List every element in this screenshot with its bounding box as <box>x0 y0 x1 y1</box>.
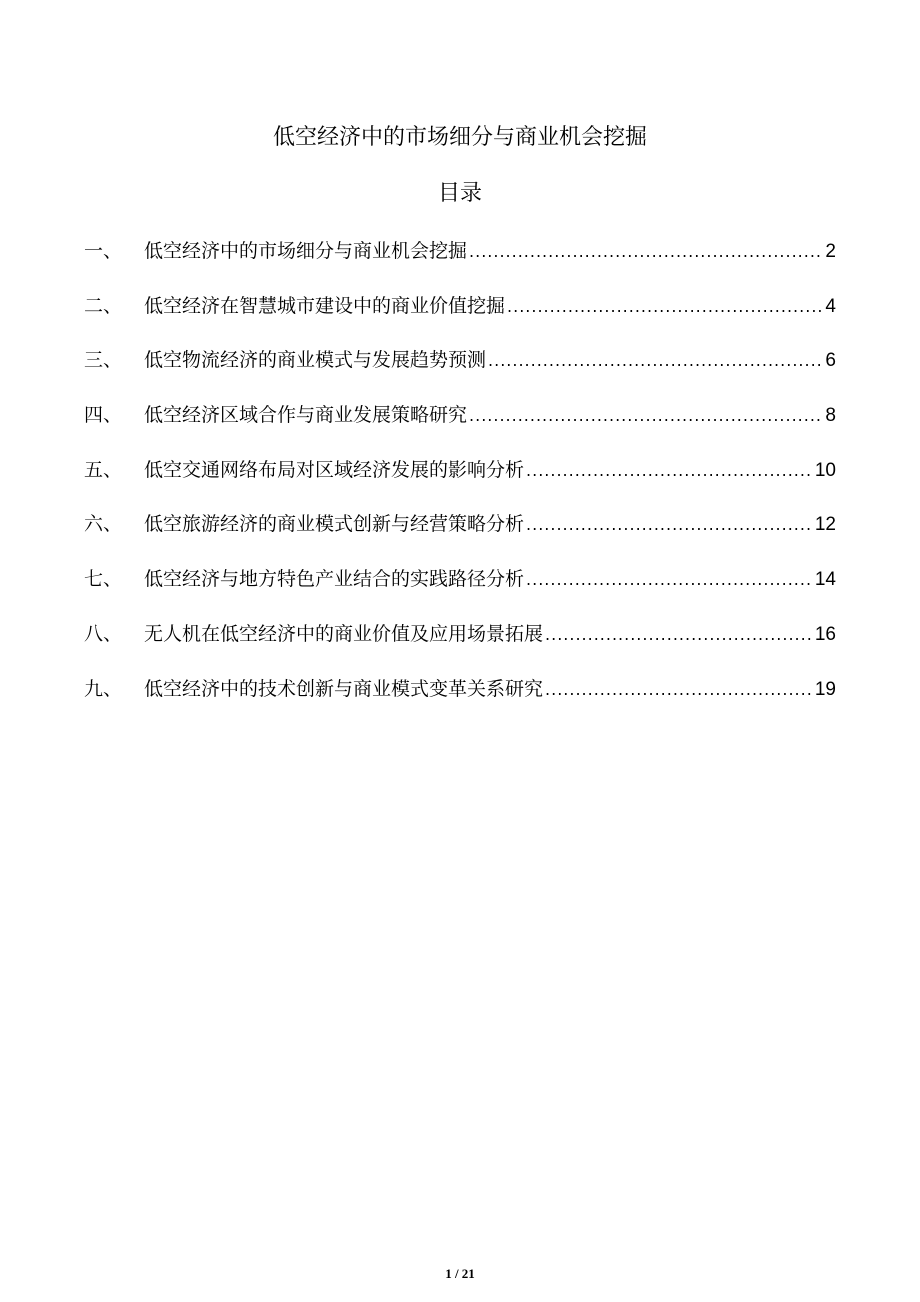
toc-entry-1[interactable] <box>84 233 836 288</box>
toc-entry-title: 无人机在低空经济中的商业价值及应用场景拓展 <box>144 622 544 645</box>
toc-entry-4[interactable] <box>84 397 836 452</box>
toc-entry-5[interactable] <box>84 452 836 507</box>
toc-entry-page: 4 <box>825 295 836 317</box>
document-title: 低空经济中的市场细分与商业机会挖掘 <box>272 125 647 150</box>
toc-entry-number: 二、 <box>84 294 123 317</box>
toc-entry-number: 三、 <box>84 349 123 372</box>
toc-entry-title: 低空经济在智慧城市建设中的商业价值挖掘 <box>144 294 506 317</box>
toc-entry-title: 低空经济中的技术创新与商业模式变革关系研究 <box>144 677 544 700</box>
toc-entry-number: 八、 <box>84 622 123 645</box>
toc-entry-page: 16 <box>814 623 836 645</box>
toc-entry-page: 6 <box>825 350 836 372</box>
toc-entry-7[interactable] <box>84 561 836 616</box>
toc-dot-leader <box>526 562 813 598</box>
toc-entry-title: 低空物流经济的商业模式与发展趋势预测 <box>144 349 487 372</box>
toc-entry-number: 九、 <box>84 677 123 700</box>
toc-entry-number: 六、 <box>84 513 123 536</box>
toc-dot-leader <box>545 672 813 708</box>
toc-dot-leader <box>469 398 823 434</box>
toc-entry-number: 五、 <box>84 458 123 481</box>
toc-dot-leader <box>488 343 823 379</box>
toc-dot-leader <box>507 289 823 325</box>
toc-entry-title: 低空经济中的市场细分与商业机会挖掘 <box>144 240 468 262</box>
toc-entry-8[interactable] <box>84 616 836 671</box>
toc-entry-3[interactable] <box>84 342 836 397</box>
toc-entry-number: 四、 <box>84 404 123 427</box>
toc-entry-page: 8 <box>825 405 836 427</box>
toc-entry-title: 低空旅游经济的商业模式创新与经营策略分析 <box>144 513 525 536</box>
toc-entry-title: 低空交通网络布局对区域经济发展的影响分析 <box>144 458 525 481</box>
toc-entry-page: 2 <box>825 241 836 262</box>
toc-dot-leader <box>526 507 813 543</box>
toc-entry-6[interactable] <box>84 506 836 561</box>
toc-heading: 目录 <box>437 181 482 206</box>
page-number-footer: 1 / 21 <box>445 1266 475 1281</box>
toc-entry-page: 12 <box>814 514 836 536</box>
toc-entry-page: 10 <box>814 459 836 481</box>
table-of-contents <box>84 233 836 725</box>
toc-entry-number: 一、 <box>84 240 123 262</box>
toc-entry-title: 低空经济区域合作与商业发展策略研究 <box>144 404 468 427</box>
toc-entry-title: 低空经济与地方特色产业结合的实践路径分析 <box>144 568 525 591</box>
toc-dot-leader <box>526 453 813 489</box>
toc-dot-leader <box>545 617 813 653</box>
toc-entry-page: 19 <box>814 678 836 700</box>
toc-entry-page: 14 <box>814 569 836 591</box>
toc-dot-leader <box>469 234 823 270</box>
toc-entry-2[interactable] <box>84 288 836 343</box>
toc-entry-9[interactable] <box>84 671 836 726</box>
toc-entry-number: 七、 <box>84 568 123 591</box>
